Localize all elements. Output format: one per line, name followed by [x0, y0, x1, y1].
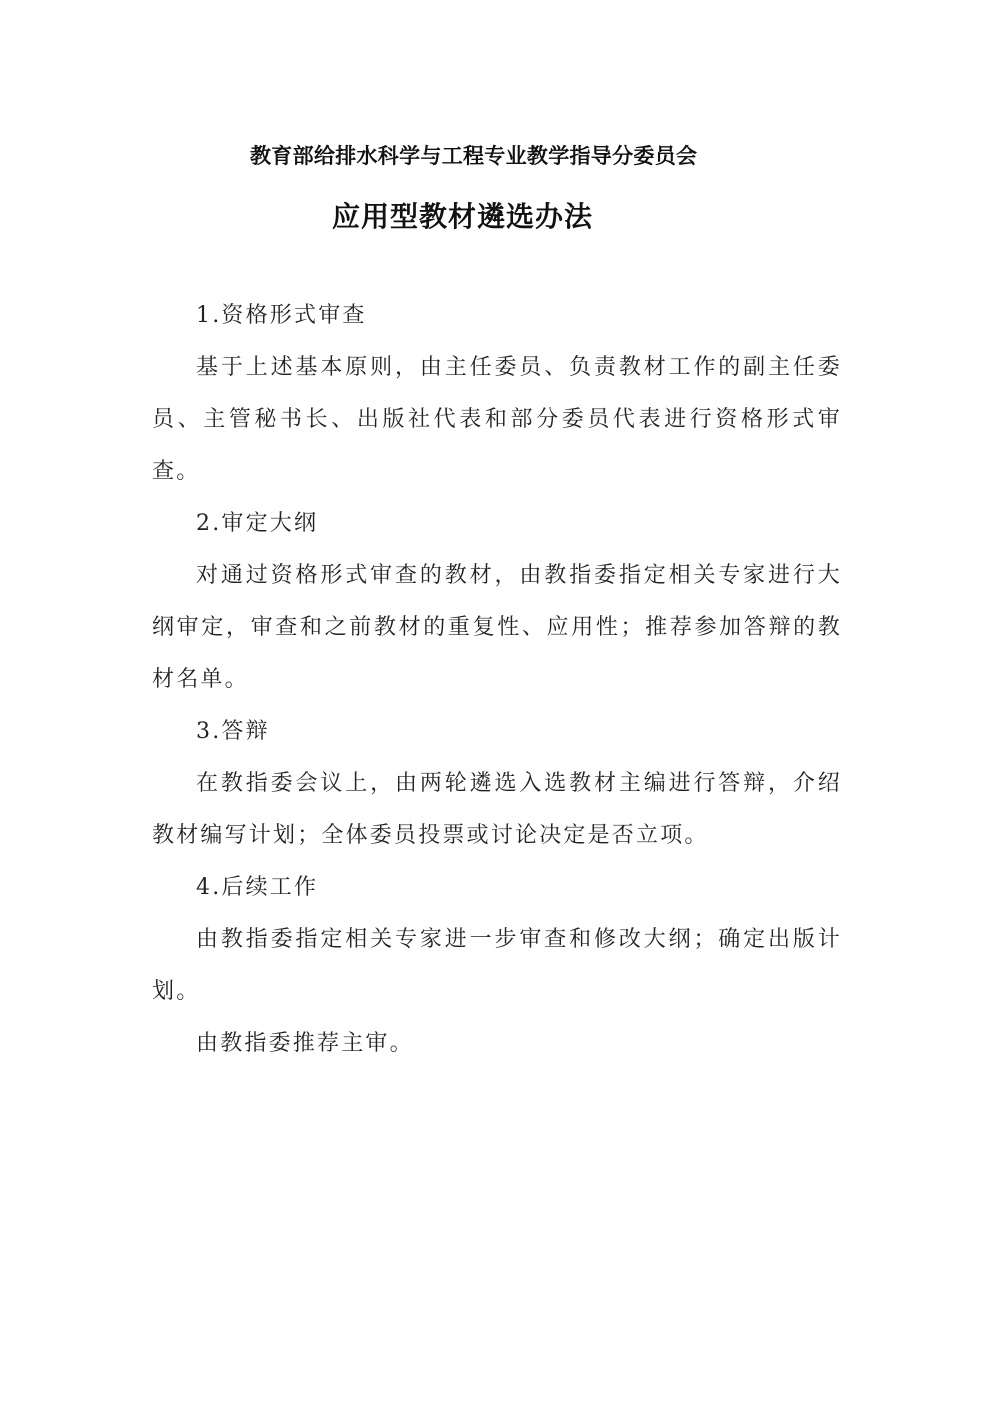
section-paragraph-4a: 由教指委指定相关专家进一步审查和修改大纲；确定出版计划。: [152, 927, 842, 1004]
document-title-committee: 教育部给排水科学与工程专业教学指导分委员会: [250, 144, 698, 168]
section-paragraph-4b: 由教指委推荐主审。: [196, 1031, 414, 1056]
section-heading-1: 1.资格形式审查: [196, 303, 367, 328]
section-heading-3: 3.答辩: [196, 719, 270, 744]
section-heading-2: 2.审定大纲: [196, 511, 319, 536]
document-title-main: 应用型教材遴选办法: [332, 200, 594, 233]
section-paragraph-3: 在教指委会议上，由两轮遴选入选教材主编进行答辩，介绍教材编写计划；全体委员投票或讨论决定是否立项。: [152, 771, 842, 848]
section-paragraph-1: 基于上述基本原则，由主任委员、负责教材工作的副主任委员、主管秘书长、出版社代表和部分委员代表进行资格形式审查。: [152, 355, 842, 484]
section-paragraph-2: 对通过资格形式审查的教材，由教指委指定相关专家进行大纲审定，审查和之前教材的重复性、应用性；推荐参加答辩的教材名单。: [152, 563, 842, 692]
section-heading-4: 4.后续工作: [196, 875, 319, 900]
document-body: [152, 290, 842, 1070]
